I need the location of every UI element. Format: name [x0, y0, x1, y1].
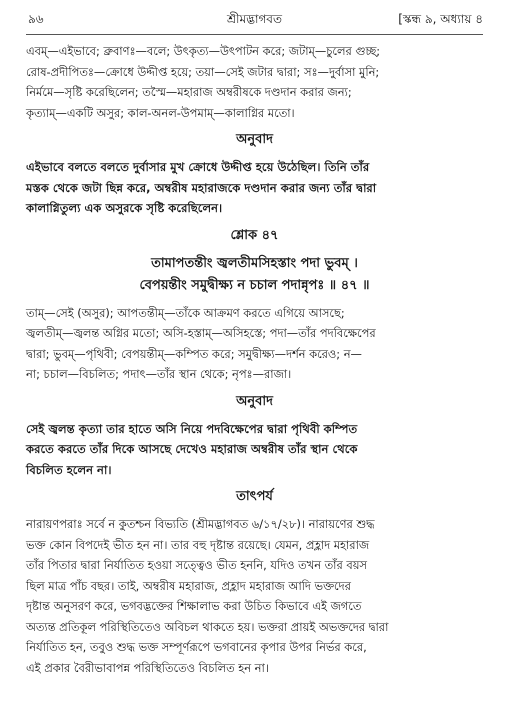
text-line: দ্বারা; ভুবম্—পৃথিবী; বেপয়ন্তীম্—কম্পিত করে; সমুদ্বীক্ষ্য—দর্শন করেও; ন— [26, 346, 362, 361]
text-line: বিচলিত হলেন না। [26, 462, 112, 477]
page-header [26, 8, 483, 35]
text-line: ভক্ত কোন বিপদেই ভীত হন না। তার বহু দৃষ্টান্ত রয়েছে। যেমন, প্রহ্লাদ মহারাজ [26, 537, 370, 552]
text-line: কৃত্যাম্—একটি অসুর; কাল-অনল-উপমাম্—কালাগ্নির মতো। [26, 105, 295, 120]
text-line: নারায়ণপরাঃ সর্বে ন কুতশ্চন বিভ্যতি (শ্রীমদ্ভাগবত ৬/১৭/২৮)। নারায়ণের শুদ্ধ [26, 517, 375, 531]
page-number: ৯৬ [28, 12, 44, 26]
text-line: করতে করতে তাঁর দিকে আসছে দেখেও মহারাজ অম্বরীষ তাঁর স্থান থেকে [26, 442, 358, 456]
chapter-reference: [স্কন্ধ ৯, অধ্যায় ৪ [398, 12, 483, 26]
translation-block-1 [26, 157, 483, 219]
text-line: তাম্—সেই (অসুর); আপতন্তীম্—তাঁকে আক্রমণ করতে এগিয়ে আসছে; [26, 305, 345, 320]
running-title: শ্রীমদ্ভাগবত [226, 12, 282, 26]
text-line: এই প্রকার বৈরীভাবাপন্ন পরিস্থিতিতেও বিচলিত হন না। [26, 660, 269, 675]
text-line: কালাগ্নিতুল্য এক অসুরকে সৃষ্টি করেছিলেন। [26, 201, 223, 215]
text-line: রোষ-প্রদীপিতঃ—ক্রোধে উদ্দীপ্ত হয়ে; তয়া—সেই জটার দ্বারা; সঃ—দুর্বাসা মুনি; [26, 64, 380, 79]
text-line: এইভাবে বলতে বলতে দুর্বাসার মুখ ক্রোধে উদ্দীপ্ত হয়ে উঠেছিল। তিনি তাঁর [26, 160, 370, 174]
text-line: জ্বলতীম্—জ্বলন্ত অগ্নির মতো; অসি-হস্তাম্—অসিহস্তে; পদা—তাঁর পদবিক্ষেপের [26, 326, 376, 340]
translation-heading: অনুবাদ [236, 393, 273, 409]
translation-heading: অনুবাদ [236, 132, 273, 147]
verse-block [26, 253, 483, 297]
synonyms-block-2 [26, 303, 483, 385]
purport-block [26, 514, 483, 678]
text-line: তাঁর পিতার দ্বারা নির্যাতিত হওয়া সত্ত্বেও ভীত হননি, যদিও তখন তাঁর বয়স [26, 558, 367, 572]
text-line: অত্যন্ত প্রতিকূল পরিস্থিতিতেও অবিচল থাকতে হয়। ভক্তরা প্রায়ই অভক্তদের দ্বারা [26, 619, 389, 634]
verse-heading: শ্লোক ৪৭ [230, 227, 279, 243]
purport-heading: তাৎপর্য [236, 489, 273, 504]
text-line: নির্যাতিত হন, তবুও শুদ্ধ ভক্ত সম্পূর্ণরূপে ভগবানের কৃপার উপর নির্ভর করে, [26, 640, 367, 654]
text-line: নির্মমে—সৃষ্টি করেছিলেন; তস্মৈ—মহারাজ অম্বরীষকে দণ্ডদান করার জন্য; [26, 85, 352, 99]
verse-line: বেপয়ন্তীং সমুদ্বীক্ষ্য ন চচাল পদান্নৃপঃ ॥ ৪৭ ॥ [139, 277, 370, 293]
text-line: দৃষ্টান্ত অনুসরণ করে, ভগবদ্ভক্তের শিক্ষালাভ করা উচিত কিভাবে এই জগতে [26, 599, 362, 613]
translation-block-2 [26, 419, 483, 481]
verse-line: তামাপতন্তীং জ্বলতীমসিহস্তাং পদা ভুবম্ । [151, 255, 358, 271]
text-line: মস্তক থেকে জটা ছিন্ন করে, অম্বরীষ মহারাজকে দণ্ডদান করার জন্য তাঁর দ্বারা [26, 180, 377, 195]
text-line: ছিল মাত্র পাঁচ বছর। তাই, অম্বরীষ মহারাজ, প্রহ্লাদ মহারাজ আদি ভক্তদের [26, 578, 351, 593]
text-line: না; চচাল—বিচলিত; পদাৎ—তাঁর স্থান থেকে; নৃপঃ—রাজা। [26, 367, 292, 381]
synonyms-block-1 [26, 41, 483, 123]
text-line: সেই জ্বলন্ত কৃত্যা তার হাতে অসি নিয়ে পদবিক্ষেপের দ্বারা পৃথিবী কম্পিত [26, 421, 358, 436]
text-line: এবম্—এইভাবে; ব্রুবাণঃ—বলে; উৎকৃত্য—উৎপাটন করে; জটাম্—চুলের গুচ্ছ; [26, 44, 381, 58]
